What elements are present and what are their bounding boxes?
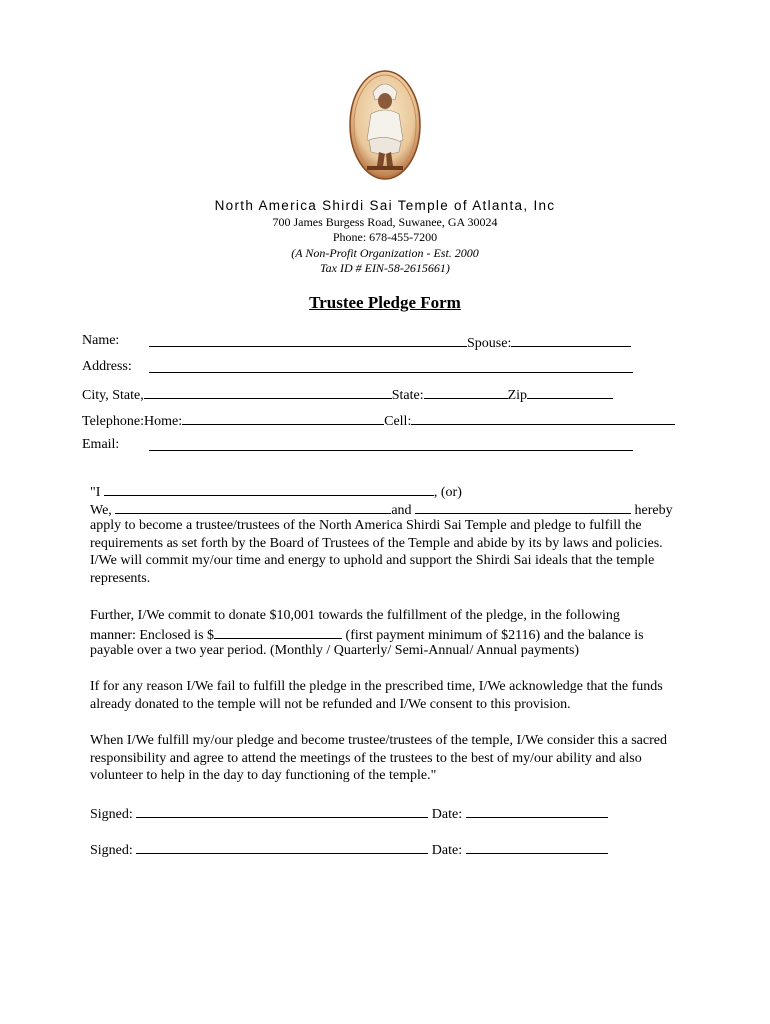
first-payment-label: (first payment minimum of $2116) and the balance is <box>345 628 644 643</box>
pledge-and-label: and <box>391 503 412 518</box>
pledge-paragraph-1: apply to become a trustee/trustees of the North America Shirdi Sai Temple and pledge to fulfill the requirements as set forth by the Board of Trustees of the Temple and abide by its by laws and policies. I/We will commit my/our time and energy to uphold and support the Shirdi Sai ideals that the temple represents. <box>90 518 663 586</box>
organization-address: 700 James Burgess Road, Suwanee, GA 30024 <box>272 215 498 229</box>
city-field[interactable] <box>144 385 392 399</box>
organization-phone: Phone: 678-455-7200 <box>332 230 438 244</box>
enclosed-amount-field[interactable] <box>214 625 342 639</box>
city-label: City, State, <box>82 388 144 403</box>
pledge-i-label: "I <box>90 485 101 500</box>
zip-label: Zip <box>507 388 528 403</box>
address-field[interactable] <box>149 359 633 373</box>
donation-line-2 <box>90 625 644 644</box>
spouse-field[interactable] <box>511 333 631 347</box>
pledge-line-1 <box>90 482 462 501</box>
email-row <box>82 437 119 453</box>
responsibility-paragraph: When I/We fulfill my/our pledge and become trustee/trustees of the temple, I/We consider this a sacred responsibility and agree to attend the meetings of the trustees to the best of my/our ability and also volunteer to help in the day to day functioning of the temple." <box>90 733 667 783</box>
donation-line-1: Further, I/We commit to donate $10,001 towards the fulfillment of the pledge, in the following <box>90 608 620 623</box>
name-spouse-fields <box>149 333 631 352</box>
temple-logo <box>349 70 421 180</box>
date-2-field[interactable] <box>466 840 608 854</box>
signature-1-field[interactable] <box>136 804 428 818</box>
email-label: Email: <box>82 437 120 452</box>
donation-line-3: payable over a two year period. (Monthly / Quarterly/ Semi-Annual/ Annual payments) <box>90 643 580 658</box>
pledge-or-label: , (or) <box>433 485 462 500</box>
signature-row-2 <box>90 840 608 859</box>
zip-field[interactable] <box>527 385 613 399</box>
date-label: Date: <box>431 843 463 858</box>
address-row <box>82 359 132 375</box>
pledge-we-label: We, <box>90 503 112 518</box>
name-row <box>82 333 119 349</box>
date-label: Date: <box>431 807 463 822</box>
refund-paragraph: If for any reason I/We fail to fulfill the pledge in the prescribed time, I/We acknowledge that the funds already donated to the temple will not be refunded and I/We consent to this provision. <box>90 679 663 712</box>
state-field[interactable] <box>424 385 508 399</box>
date-1-field[interactable] <box>466 804 608 818</box>
city-state-zip-row <box>82 385 613 404</box>
signature-row-1 <box>90 804 608 823</box>
tax-id: Tax ID # EIN-58-2615661) <box>320 261 450 275</box>
enclosed-label: manner: Enclosed is $ <box>90 628 215 643</box>
signed-label: Signed: <box>90 807 133 822</box>
spouse-label: Spouse: <box>467 336 512 351</box>
state-label: State: <box>391 388 424 403</box>
nonprofit-note: (A Non-Profit Organization - Est. 2000 <box>291 246 479 260</box>
home-label: Home: <box>144 414 183 429</box>
signature-2-field[interactable] <box>136 840 428 854</box>
signed-label: Signed: <box>90 843 133 858</box>
home-phone-field[interactable] <box>182 411 384 425</box>
pledge-name-2-field[interactable] <box>415 500 631 514</box>
cell-phone-field[interactable] <box>411 411 675 425</box>
address-label: Address: <box>82 359 132 374</box>
telephone-row <box>82 411 675 430</box>
cell-label: Cell: <box>384 414 412 429</box>
telephone-label: Telephone: <box>82 414 144 429</box>
pledge-name-field[interactable] <box>104 482 434 496</box>
email-field[interactable] <box>149 437 633 451</box>
name-field[interactable] <box>149 333 467 347</box>
organization-name: North America Shirdi Sai Temple of Atlanta, Inc <box>214 198 556 213</box>
pledge-name-1-field[interactable] <box>115 500 391 514</box>
form-title: Trustee Pledge Form <box>309 293 461 312</box>
name-label: Name: <box>82 333 120 348</box>
pledge-hereby-label: hereby <box>634 503 673 518</box>
